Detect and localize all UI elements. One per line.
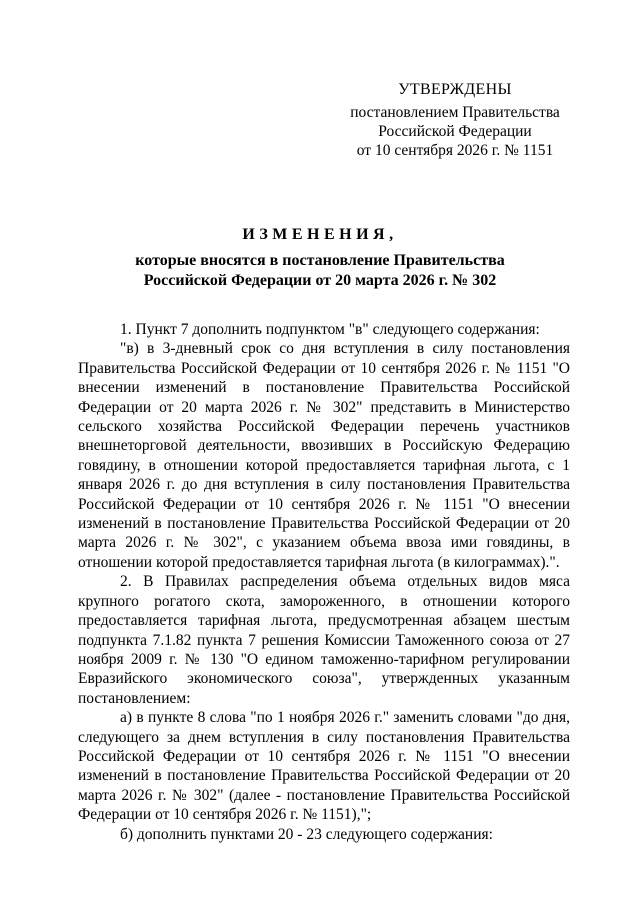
document-subtitle bbox=[78, 251, 562, 291]
document-subtitle-line-1: которые вносятся в постановление Правительства bbox=[135, 252, 505, 269]
approval-line-1: постановлением Правительства bbox=[350, 104, 560, 121]
approval-line-3: от 10 сентября 2026 г. № 1151 bbox=[356, 142, 554, 159]
paragraph-1: 1. Пункт 7 дополнить подпунктом "в" следующего содержания: bbox=[120, 321, 540, 338]
approval-stamp bbox=[340, 80, 570, 160]
paragraph-3: 2. В Правилах распределения объема отдельных видов мяса крупного рогатого скота, замороженного, в отношении которого предоставляется тарифная льгота, предусмотренная абзацем шестым подпункта 7.1.82 пункта 7 решения Комиссии Таможенного союза от 27 ноября 2009 г. № 130 "О едином таможенно-тарифном регулировании Евразийского экономического союза", утвержденных указанным постановлением: bbox=[78, 573, 570, 707]
paragraph-4: а) в пункте 8 слова "по 1 ноября 2026 г." заменить словами "до дня, следующего за днем вступления в силу постановления Правительства Российской Федерации от 10 сентября 2026 г. № 1151 "О внесении изменений в постановление Правительства Российской Федерации от 20 марта 2026 г. № 302" (далее - постановление Правительства Российской Федерации от 10 сентября 2026 г. № 1151),"; bbox=[78, 709, 570, 824]
paragraph-2: "в) в 3-дневный срок со дня вступления в силу постановления Правительства Российской Федерации от 10 сентября 2026 г. № 1151 "О внесении изменений в постановление Правительства Российской Федерации от 20 марта 2026 г. № 302" представить в Министерство сельского хозяйства Российской Федерации перечень участников внешнеторговой деятельности, ввозивших в Российскую Федерацию говядину, в отношении которой предоставляется тарифная льгота, с 1 января 2026 г. до дня вступления в силу постановления Правительства Российской Федерации от 10 сентября 2026 г. № 1151 "О внесении изменений в постановление Правительства Российской Федерации от 20 марта 2026 г. № 302", с указанием объема ввоза ими говядины, в отношении которой предоставляется тарифная льгота (в килограммах).". bbox=[78, 340, 570, 571]
document-title: ИЗМЕНЕНИЯ, bbox=[242, 226, 398, 243]
approval-title: УТВЕРЖДЕНЫ bbox=[398, 81, 512, 98]
document-subtitle-line-2: Российской Федерации от 20 марта 2026 г. № 302 bbox=[143, 272, 497, 289]
paragraph-5: б) дополнить пунктами 20 - 23 следующего содержания: bbox=[120, 825, 493, 843]
approval-line-2: Российской Федерации bbox=[378, 123, 532, 140]
document-body bbox=[78, 320, 570, 844]
